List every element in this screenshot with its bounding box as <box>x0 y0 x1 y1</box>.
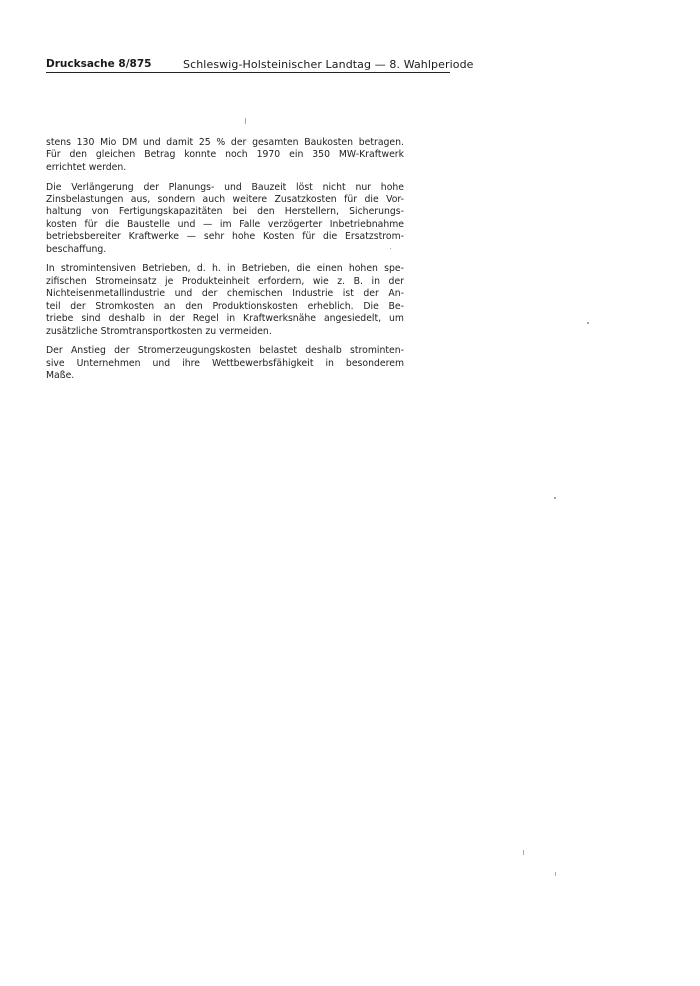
text-line: Maße. <box>46 370 75 382</box>
text-line: haltung von Fertigungskapazitäten bei den Herstellern, Sicherungs- <box>46 206 404 218</box>
document-header-title: Schleswig-Holsteinischer Landtag — 8. Wahlperiode <box>183 58 474 71</box>
text-line: Die Verlängerung der Planungs- und Bauzeit löst nicht nur hohe <box>46 181 404 193</box>
text-line: errichtet werden. <box>46 161 127 173</box>
header-rule <box>46 72 450 73</box>
text-line: In stromintensiven Betrieben, d. h. in Betrieben, die einen hohen spe- <box>46 263 404 275</box>
scan-speck <box>390 248 391 249</box>
text-line: sive Unternehmen und ihre Wettbewerbsfähigkeit in besonderem <box>46 357 404 369</box>
text-line: triebe sind deshalb in der Regel in Kraftwerksnähe angesiedelt, um <box>46 313 404 325</box>
text-line: Nichteisenmetallindustrie und der chemischen Industrie ist der An- <box>46 288 404 300</box>
body-text <box>46 137 404 390</box>
scan-speck <box>523 850 524 855</box>
text-line: betriebsbereiter Kraftwerke — sehr hohe Kosten für die Ersatzstrom- <box>46 231 404 243</box>
paragraph-3 <box>46 263 404 338</box>
text-line: Für den gleichen Betrag konnte noch 1970 ein 350 MW-Kraftwerk <box>46 149 404 161</box>
text-line: zusätzliche Stromtransportkosten zu vermeiden. <box>46 325 272 337</box>
text-line: beschaffung. <box>46 243 107 255</box>
paragraph-4 <box>46 345 404 382</box>
paragraph-1 <box>46 137 404 174</box>
scan-speck <box>555 872 556 876</box>
text-line: Zinsbelastungen aus, sondern auch weitere Zusatzkosten für die Vor- <box>46 194 404 205</box>
scan-speck <box>245 118 246 124</box>
text-line: zifischen Stromeinsatz je Produkteinheit erfordern, wie z. B. in der <box>46 275 404 287</box>
paragraph-2 <box>46 182 404 257</box>
document-number: Drucksache 8/875 <box>46 58 152 70</box>
text-line: stens 130 Mio DM und damit 25 % der gesamten Baukosten betragen. <box>46 137 404 148</box>
text-line: teil der Stromkosten an den Produktionskosten erheblich. Die Be- <box>46 300 404 312</box>
text-line: kosten für die Baustelle und — im Falle verzögerter Inbetriebnahme <box>46 218 404 230</box>
running-header <box>46 57 474 72</box>
scan-speck <box>587 322 589 324</box>
scan-speck <box>554 497 556 499</box>
text-line: Der Anstieg der Stromerzeugungskosten belastet deshalb strominten- <box>46 345 404 357</box>
